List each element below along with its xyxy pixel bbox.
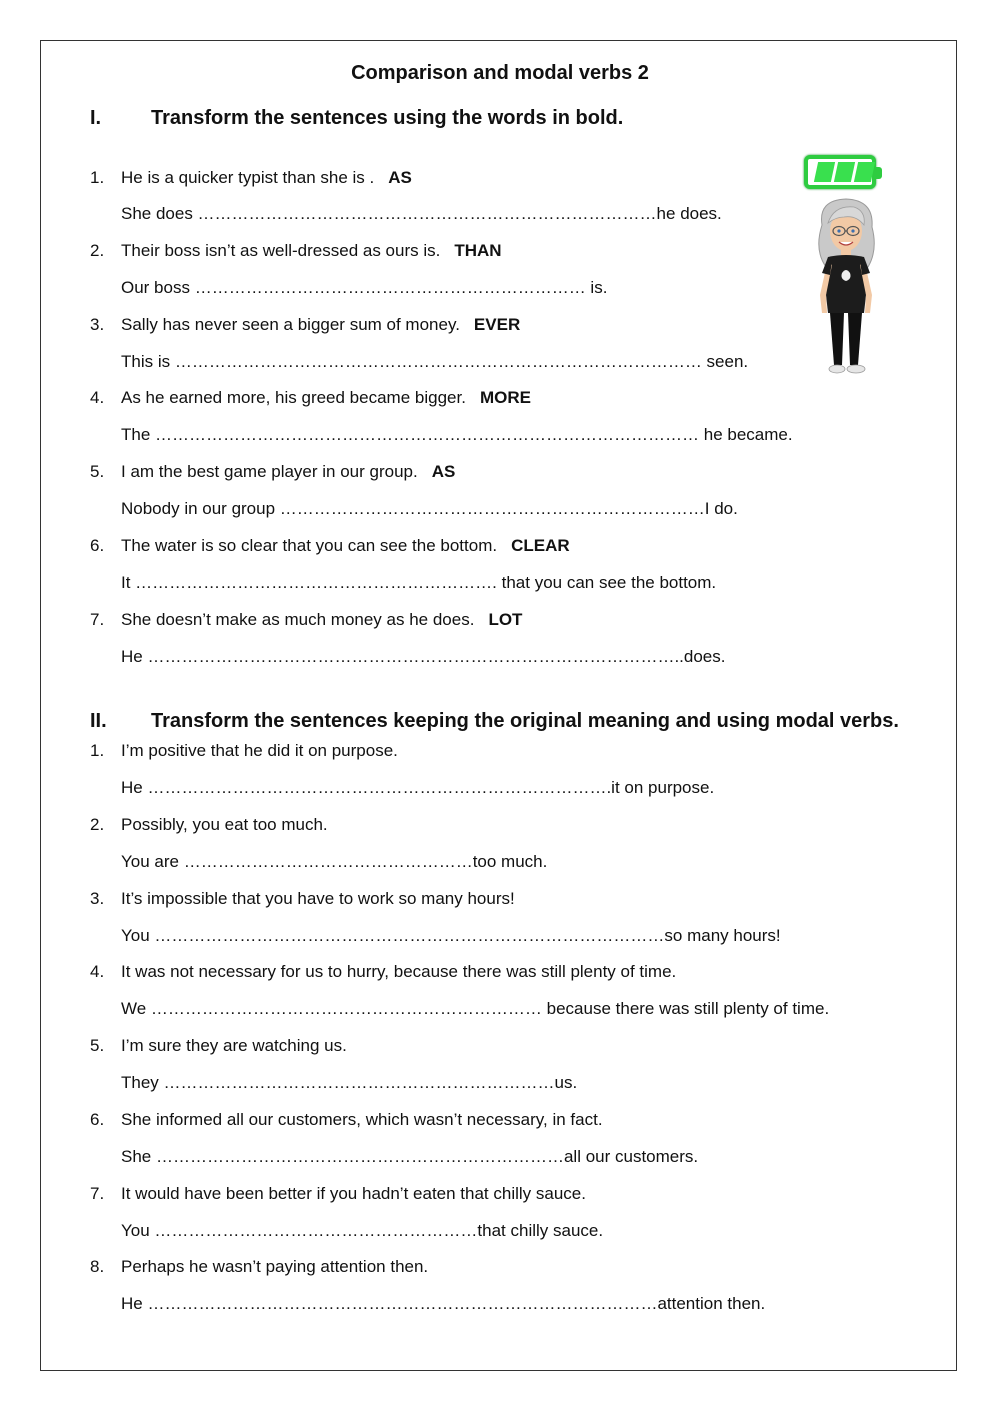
answer-line-1-2[interactable]: Our boss …………………………………………………………… is. [121,278,608,297]
question-1-7: 7. She doesn’t make as much money as he does. LOT [90,610,523,629]
keyword: AS [431,462,456,481]
answer-line-2-6[interactable]: She ………………………………………………………………all our customers. [121,1147,699,1166]
question-1-6: 6. The water is so clear that you can see the bottom. CLEAR [90,536,570,555]
answer-line-2-7[interactable]: You …………………………………………………that chilly sauce. [121,1221,604,1240]
answer-line-1-7[interactable]: He …………………………………………………………………………………..does. [121,647,726,666]
section-1-number: I. [90,107,102,129]
question-1-3: 3. Sally has never seen a bigger sum of money. EVER [90,315,521,334]
keyword: LOT [488,610,523,629]
answer-line-1-6[interactable]: It ………………………………………………………. that you can see the bottom. [121,573,717,592]
question-2-4: 4. It was not necessary for us to hurry, because there was still plenty of time. [90,962,677,981]
question-2-8: 8. Perhaps he wasn’t paying attention then. [90,1257,429,1276]
question-1-5: 5. I am the best game player in our group. AS [90,462,456,481]
question-2-6: 6. She informed all our customers, which wasn’t necessary, in fact. [90,1110,603,1129]
question-2-3: 3. It’s impossible that you have to work so many hours! [90,889,515,908]
answer-line-2-4[interactable]: We …………………………………………………………… because there was still plenty of time. [121,999,830,1018]
answer-line-1-3[interactable]: This is ………………………………………………………………………………… seen. [121,352,749,371]
keyword: THAN [454,241,502,260]
keyword: MORE [479,388,531,407]
answer-line-2-1[interactable]: He ……………………………………………………………………….it on purpose. [121,778,715,797]
section-1-instruction: Transform the sentences using the words in bold. [151,107,624,129]
answer-line-1-4[interactable]: The …………………………………………………………………………………… he became. [121,425,793,444]
keyword: AS [388,168,412,187]
question-1-4: 4. As he earned more, his greed became bigger. MORE [90,388,531,407]
question-2-1: 1. I’m positive that he did it on purpose. [90,741,398,760]
teacher-avatar [808,195,884,380]
question-1-1: 1. He is a quicker typist than she is . AS [90,168,412,187]
question-1-2: 2. Their boss isn’t as well-dressed as ours is. THAN [90,241,502,260]
answer-line-1-1[interactable]: She does ………………………………………………………………………he does. [121,204,722,223]
keyword: EVER [473,315,521,334]
answer-line-2-2[interactable]: You are ……………………………………………too much. [121,852,548,871]
question-2-7: 7. It would have been better if you hadn’t eaten that chilly sauce. [90,1184,586,1203]
section-2-heading [90,710,899,733]
keyword: CLEAR [511,536,570,555]
answer-line-2-8[interactable]: He ………………………………………………………………………………attention then. [121,1294,766,1313]
answer-line-2-5[interactable]: They ……………………………………………………………us. [121,1073,578,1092]
answer-line-2-3[interactable]: You ………………………………………………………………………………so many hours! [121,926,781,945]
section-2-instruction: Transform the sentences keeping the original meaning and using modal verbs. [151,710,899,732]
question-2-2: 2. Possibly, you eat too much. [90,815,328,834]
worksheet-title: Comparison and modal verbs 2 [351,62,649,84]
section-2-number: II. [90,710,107,732]
battery-full-icon [804,155,876,189]
answer-line-1-5[interactable]: Nobody in our group …………………………………………………………………I do. [121,499,738,518]
section-1-heading [90,107,623,130]
question-2-5: 5. I’m sure they are watching us. [90,1036,347,1055]
